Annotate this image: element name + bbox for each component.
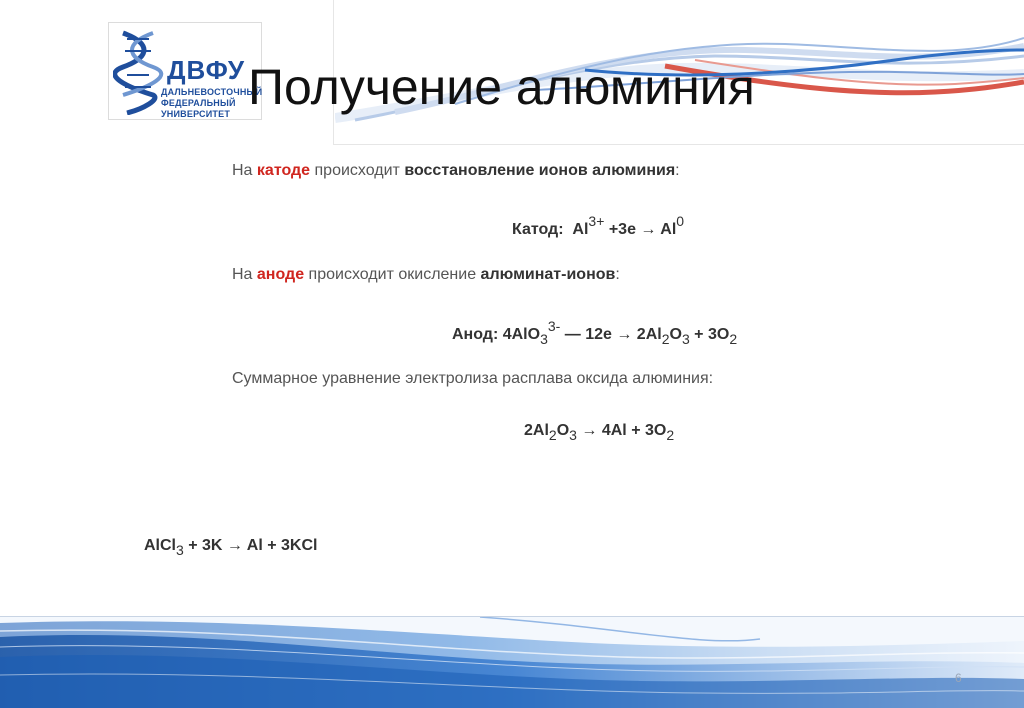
cathode-eq-middle: +3e → Al bbox=[604, 221, 677, 238]
anode-eq-p1-sub2: 3 bbox=[681, 331, 690, 347]
summary-paragraph: Суммарное уравнение электролиза расплава оксида алюминия: bbox=[232, 370, 714, 387]
cathode-equation bbox=[512, 213, 684, 239]
anode-eq-p1-o: O bbox=[669, 326, 682, 343]
summary-eq-middle: → 4Al + 3O bbox=[576, 422, 667, 439]
anode-text-middle: происходит окисление bbox=[304, 266, 481, 283]
alcl3-equation bbox=[144, 537, 317, 558]
anode-equation bbox=[452, 318, 737, 347]
anode-eq-reactant: 4AlO bbox=[502, 326, 541, 343]
logo-line-3: УНИВЕРСИТЕТ bbox=[161, 109, 231, 119]
summary-eq-a: 2Al bbox=[524, 422, 549, 439]
summary-equation bbox=[524, 422, 674, 443]
cathode-text-after: : bbox=[675, 162, 680, 179]
cathode-paragraph bbox=[232, 162, 680, 180]
footer-waves-decoration bbox=[0, 617, 1024, 708]
anode-eq-plus: + 3O bbox=[689, 326, 730, 343]
anode-keyword: аноде bbox=[256, 266, 305, 283]
anode-eq-middle: — 12e → 2Al bbox=[560, 326, 662, 343]
cathode-eq-ion-charge: 3+ bbox=[588, 213, 605, 229]
anode-text-bold: алюминат-ионов bbox=[480, 266, 616, 283]
cathode-text-bold: восстановление ионов алюминия bbox=[404, 162, 676, 179]
anode-eq-reactant-charge: 3- bbox=[547, 318, 561, 334]
cathode-keyword: катоде bbox=[256, 162, 311, 179]
logo-line-2: ФЕДЕРАЛЬНЫЙ bbox=[161, 98, 236, 108]
anode-eq-p2-sub: 2 bbox=[729, 331, 738, 347]
university-logo bbox=[108, 22, 262, 120]
anode-eq-reactant-sub: 3 bbox=[540, 331, 548, 347]
alcl3-eq-a: AlCl bbox=[144, 537, 176, 554]
anode-text-before: На bbox=[232, 266, 257, 283]
alcl3-eq-rest: + 3K → Al + 3KCl bbox=[183, 537, 318, 554]
summary-eq-a-o: O bbox=[556, 422, 570, 439]
slide-title: Получение алюминия bbox=[248, 59, 755, 115]
logo-line-1: ДАЛЬНЕВОСТОЧНЫЙ bbox=[161, 87, 263, 97]
summary-eq-a-sub1: 2 bbox=[548, 427, 557, 443]
summary-eq-b-sub: 2 bbox=[666, 427, 675, 443]
anode-eq-label: Анод: bbox=[452, 326, 499, 343]
cathode-eq-ion: Al bbox=[572, 221, 589, 238]
logo-abbreviation: ДВФУ bbox=[167, 55, 246, 85]
page-number: 6 bbox=[955, 671, 962, 685]
cathode-eq-label: Катод: bbox=[512, 221, 564, 238]
anode-paragraph bbox=[232, 266, 620, 284]
summary-eq-a-sub2: 3 bbox=[569, 427, 577, 443]
alcl3-eq-a-sub: 3 bbox=[176, 542, 184, 558]
helix-logo-icon bbox=[113, 25, 165, 115]
anode-eq-p1-sub1: 2 bbox=[661, 331, 670, 347]
anode-text-after: : bbox=[615, 266, 620, 283]
cathode-text-middle: происходит bbox=[310, 162, 405, 179]
cathode-eq-product-charge: 0 bbox=[676, 213, 685, 229]
cathode-text-before: На bbox=[232, 162, 257, 179]
